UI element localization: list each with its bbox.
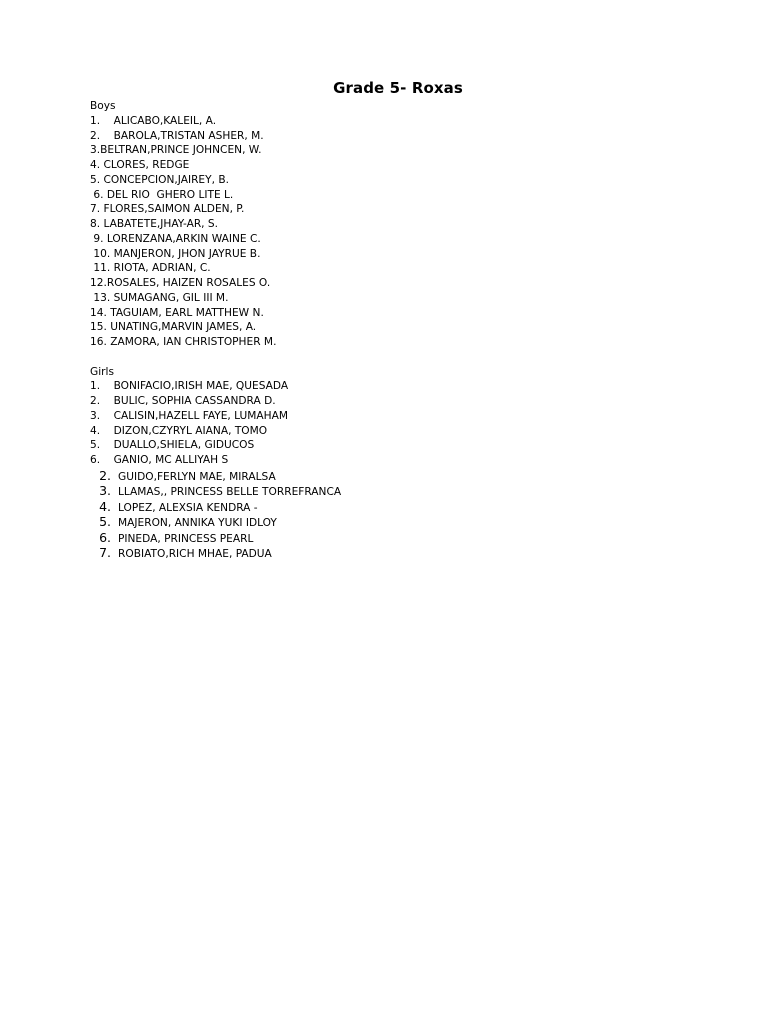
girl-entry: 5. DUALLO,SHIELA, GIDUCOS xyxy=(90,439,255,452)
list-item xyxy=(90,530,730,546)
list-item xyxy=(90,545,730,561)
list-item xyxy=(90,468,730,484)
list-number: 5. xyxy=(99,514,111,530)
boy-entry: 6. DEL RIO GHERO LITE L. xyxy=(90,188,234,201)
girls-numbered-list xyxy=(90,468,730,561)
boy-entry: 8. LABATETE,JHAY-AR, S. xyxy=(90,218,219,230)
girl-entry: 4. DIZON,CZYRYL AIANA, TOMO xyxy=(90,424,268,437)
boy-entry: 14. TAGUIAM, EARL MATTHEW N. xyxy=(90,306,264,319)
list-number: 7. xyxy=(99,545,111,561)
boy-entry: 3.BELTRAN,PRINCE JOHNCEN, W. xyxy=(90,144,262,157)
list-name: ROBIATO,RICH MHAE, PADUA xyxy=(118,548,272,561)
boy-entry: 12.ROSALES, HAIZEN ROSALES O. xyxy=(90,277,271,289)
boy-entry: 4. CLORES, REDGE xyxy=(90,159,190,171)
document-body xyxy=(90,99,730,561)
section-spacer xyxy=(90,350,730,365)
list-name: LLAMAS,, PRINCESS BELLE TORREFRANCA xyxy=(118,486,342,499)
list-name: MAJERON, ANNIKA YUKI IDLOY xyxy=(118,517,277,530)
girls-heading: Girls xyxy=(90,365,114,378)
boy-entry: 1. ALICABO,KALEIL, A. xyxy=(90,114,217,127)
boy-entry: 2. BAROLA,TRISTAN ASHER, M. xyxy=(90,129,264,142)
boy-entry: 16. ZAMORA, IAN CHRISTOPHER M. xyxy=(90,336,277,348)
list-number: 6. xyxy=(99,529,111,545)
list-item xyxy=(90,483,730,499)
list-item xyxy=(90,514,730,530)
boy-entry: 9. LORENZANA,ARKIN WAINE C. xyxy=(90,232,261,245)
boy-entry: 15. UNATING,MARVIN JAMES, A. xyxy=(90,321,257,334)
list-number: 4. xyxy=(99,498,111,514)
boy-entry: 11. RIOTA, ADRIAN, C. xyxy=(90,262,211,275)
girl-entry: 3. CALISIN,HAZELL FAYE, LUMAHAM xyxy=(90,409,289,422)
boy-entry: 7. FLORES,SAIMON ALDEN, P. xyxy=(90,203,245,216)
boys-heading: Boys xyxy=(90,100,116,112)
page-title: Grade 5- Roxas xyxy=(333,79,463,97)
list-name: GUIDO,FERLYN MAE, MIRALSA xyxy=(118,470,276,483)
list-item xyxy=(90,499,730,515)
boy-entry: 5. CONCEPCION,JAIREY, B. xyxy=(90,173,229,186)
boy-entry: 10. MANJERON, JHON JAYRUE B. xyxy=(90,247,261,260)
list-number: 2. xyxy=(99,467,111,483)
list-name: PINEDA, PRINCESS PEARL xyxy=(118,532,254,545)
girl-entry: 6. GANIO, MC ALLIYAH S xyxy=(90,454,229,466)
list-number: 3. xyxy=(99,483,111,499)
list-name: LOPEZ, ALEXSIA KENDRA - xyxy=(118,501,258,514)
girl-entry: 1. BONIFACIO,IRISH MAE, QUESADA xyxy=(90,380,289,393)
girl-entry: 2. BULIC, SOPHIA CASSANDRA D. xyxy=(90,395,276,407)
boy-entry: 13. SUMAGANG, GIL III M. xyxy=(90,291,229,304)
